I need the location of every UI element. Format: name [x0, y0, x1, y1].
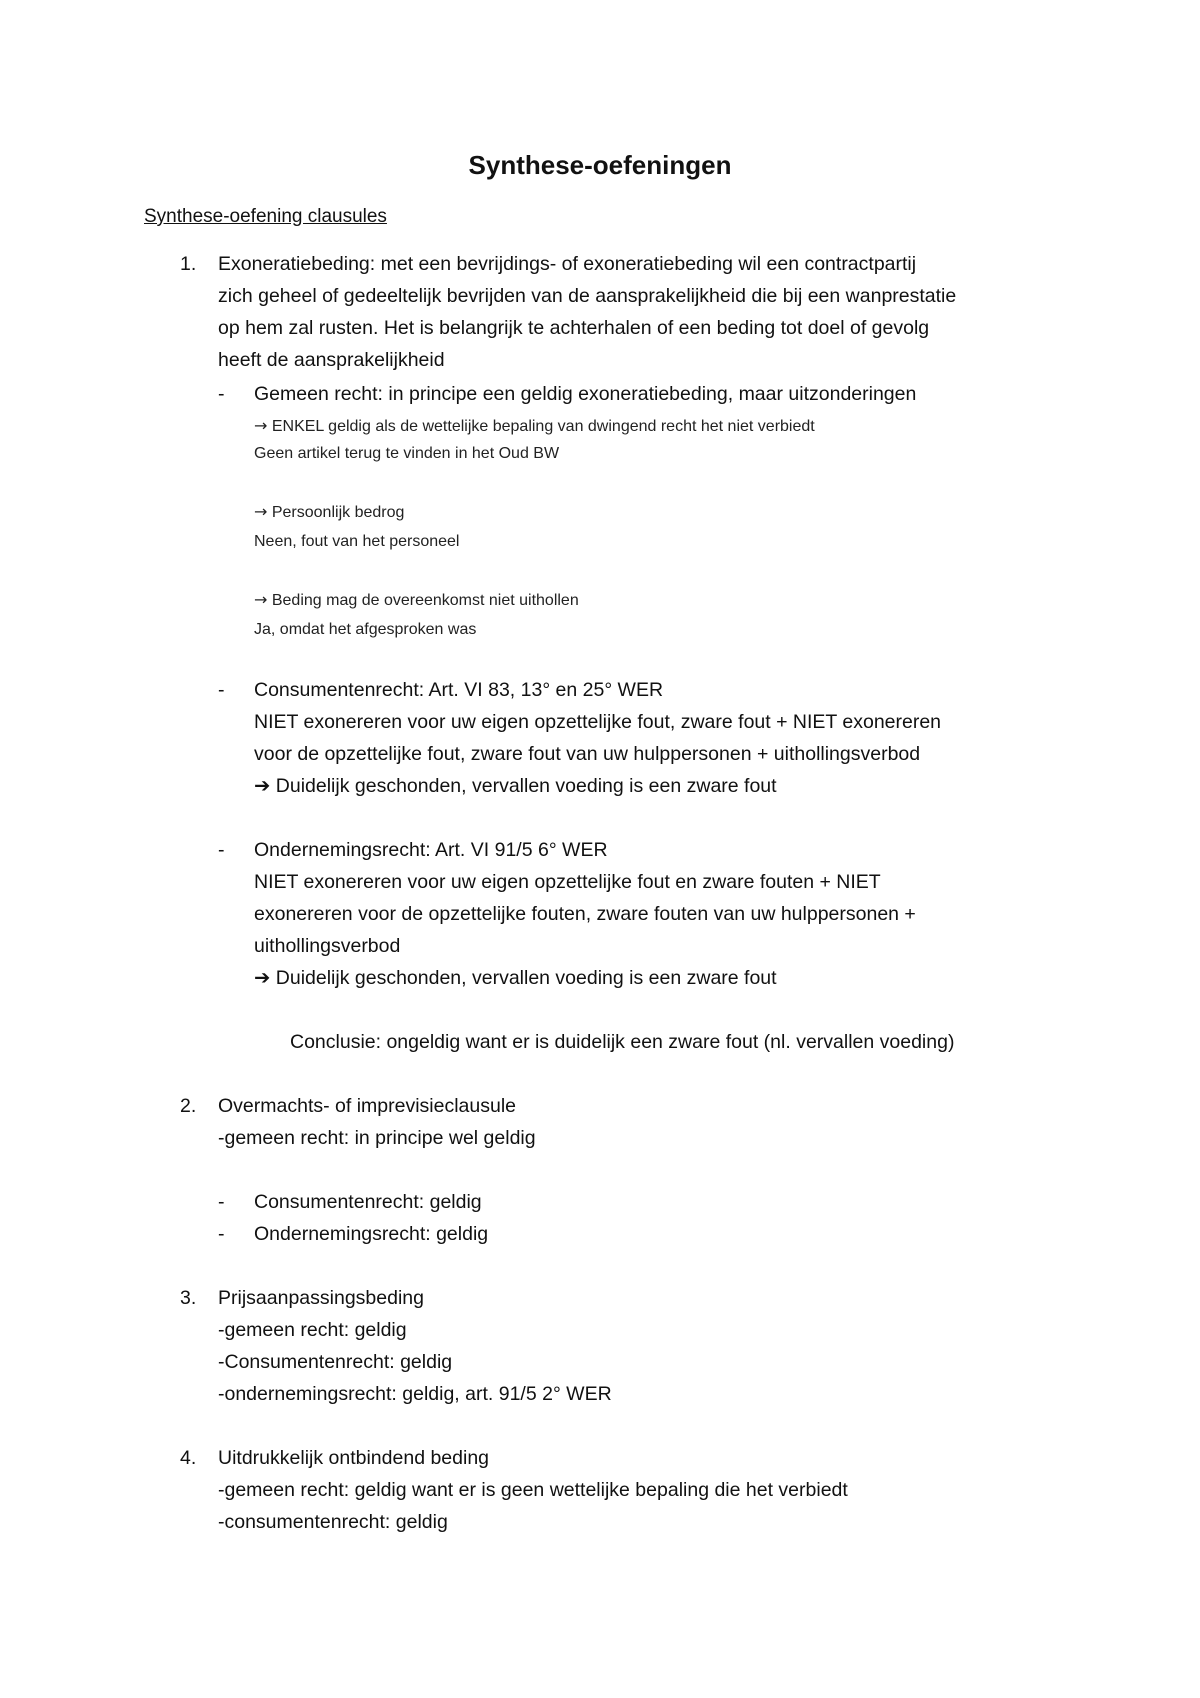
item-1-final-conclusion: Conclusie: ongeldig want er is duidelijk een zware fout (nl. vervallen voeding): [290, 1031, 955, 1053]
consument-line-2: NIET exonereren voor uw eigen opzettelijke fout, zware fout + NIET exonereren: [254, 711, 942, 733]
gemeen-heading: Gemeen recht: in principe een geldig exoneratiebeding, maar uitzonderingen: [254, 383, 917, 405]
onderneming-dash: -: [218, 839, 225, 861]
section-subtitle: Synthese-oefening clausules: [144, 206, 387, 227]
item-4-number: 4.: [180, 1447, 197, 1469]
item-4-line-1: -gemeen recht: geldig want er is geen wettelijke bepaling die het verbiedt: [218, 1479, 848, 1501]
arrow-right-icon: →: [254, 416, 268, 435]
gemeen-dash: -: [218, 383, 225, 405]
item-3-line-1: -gemeen recht: geldig: [218, 1319, 407, 1341]
consument-line-3: voor de opzettelijke fout, zware fout van uw hulppersonen + uithollingsverbod: [254, 743, 921, 765]
onderneming-line-2: NIET exonereren voor uw eigen opzettelijke fout en zware fouten + NIET: [254, 871, 881, 893]
consument-conclusion-text: Duidelijk geschonden, vervallen voeding is een zware fout: [275, 775, 777, 797]
consument-conclusion: [254, 772, 777, 800]
item-2-dash-1: -: [218, 1191, 225, 1213]
arrow-right-icon: →: [254, 590, 268, 609]
onderneming-line-4: uithollingsverbod: [254, 935, 401, 957]
gemeen-point-2: [254, 500, 404, 525]
item-2-heading: Overmachts- of imprevisieclausule: [218, 1095, 517, 1117]
item-2-sub: -gemeen recht: in principe wel geldig: [218, 1127, 536, 1149]
item-2-dash-line-2: Ondernemingsrecht: geldig: [254, 1223, 489, 1245]
gemeen-point-1-answer: Geen artikel terug te vinden in het Oud BW: [254, 445, 560, 462]
item-1-line-3: op hem zal rusten. Het is belangrijk te achterhalen of een beding tot doel of gevolg: [218, 317, 930, 339]
item-2-number: 2.: [180, 1095, 197, 1117]
gemeen-point-2-question: Persoonlijk bedrog: [271, 504, 405, 521]
consument-line-1: Consumentenrecht: Art. VI 83, 13° en 25° WER: [254, 679, 664, 701]
arrow-right-icon: →: [254, 502, 268, 521]
onderneming-line-3: exonereren voor de opzettelijke fouten, zware fouten van uw hulppersonen +: [254, 903, 916, 925]
gemeen-point-1: [254, 414, 815, 439]
item-4-heading: Uitdrukkelijk ontbindend beding: [218, 1447, 490, 1469]
item-1-number: 1.: [180, 253, 197, 275]
gemeen-point-3: [254, 588, 579, 613]
item-1-line-4: heeft de aansprakelijkheid: [218, 349, 445, 371]
item-1-line-1: Exoneratiebeding: met een bevrijdings- of exoneratiebeding wil een contractpartij: [218, 253, 917, 275]
item-2-dash-line-1: Consumentenrecht: geldig: [254, 1191, 482, 1213]
gemeen-point-3-answer: Ja, omdat het afgesproken was: [254, 621, 477, 638]
gemeen-point-2-answer: Neen, fout van het personeel: [254, 533, 460, 550]
consument-dash: -: [218, 679, 225, 701]
gemeen-point-3-question: Beding mag de overeenkomst niet uithollen: [271, 592, 579, 609]
item-3-heading: Prijsaanpassingsbeding: [218, 1287, 424, 1309]
item-3-line-2: -Consumentenrecht: geldig: [218, 1351, 453, 1373]
page-title: Synthese-oefeningen: [468, 150, 732, 180]
onderneming-conclusion-text: Duidelijk geschonden, vervallen voeding is een zware fout: [275, 967, 777, 989]
item-2-dash-2: -: [218, 1223, 225, 1245]
item-4-line-2: -consumentenrecht: geldig: [218, 1511, 448, 1533]
bold-arrow-icon: ➔: [254, 966, 271, 989]
item-3-number: 3.: [180, 1287, 197, 1309]
onderneming-line-1: Ondernemingsrecht: Art. VI 91/5 6° WER: [254, 839, 608, 861]
gemeen-point-1-question: ENKEL geldig als de wettelijke bepaling van dwingend recht het niet verbiedt: [271, 418, 815, 435]
bold-arrow-icon: ➔: [254, 774, 271, 797]
item-3-line-3: -ondernemingsrecht: geldig, art. 91/5 2° WER: [218, 1383, 612, 1405]
onderneming-conclusion: [254, 964, 777, 992]
item-1-line-2: zich geheel of gedeeltelijk bevrijden van de aansprakelijkheid die bij een wanprestatie: [218, 285, 957, 307]
